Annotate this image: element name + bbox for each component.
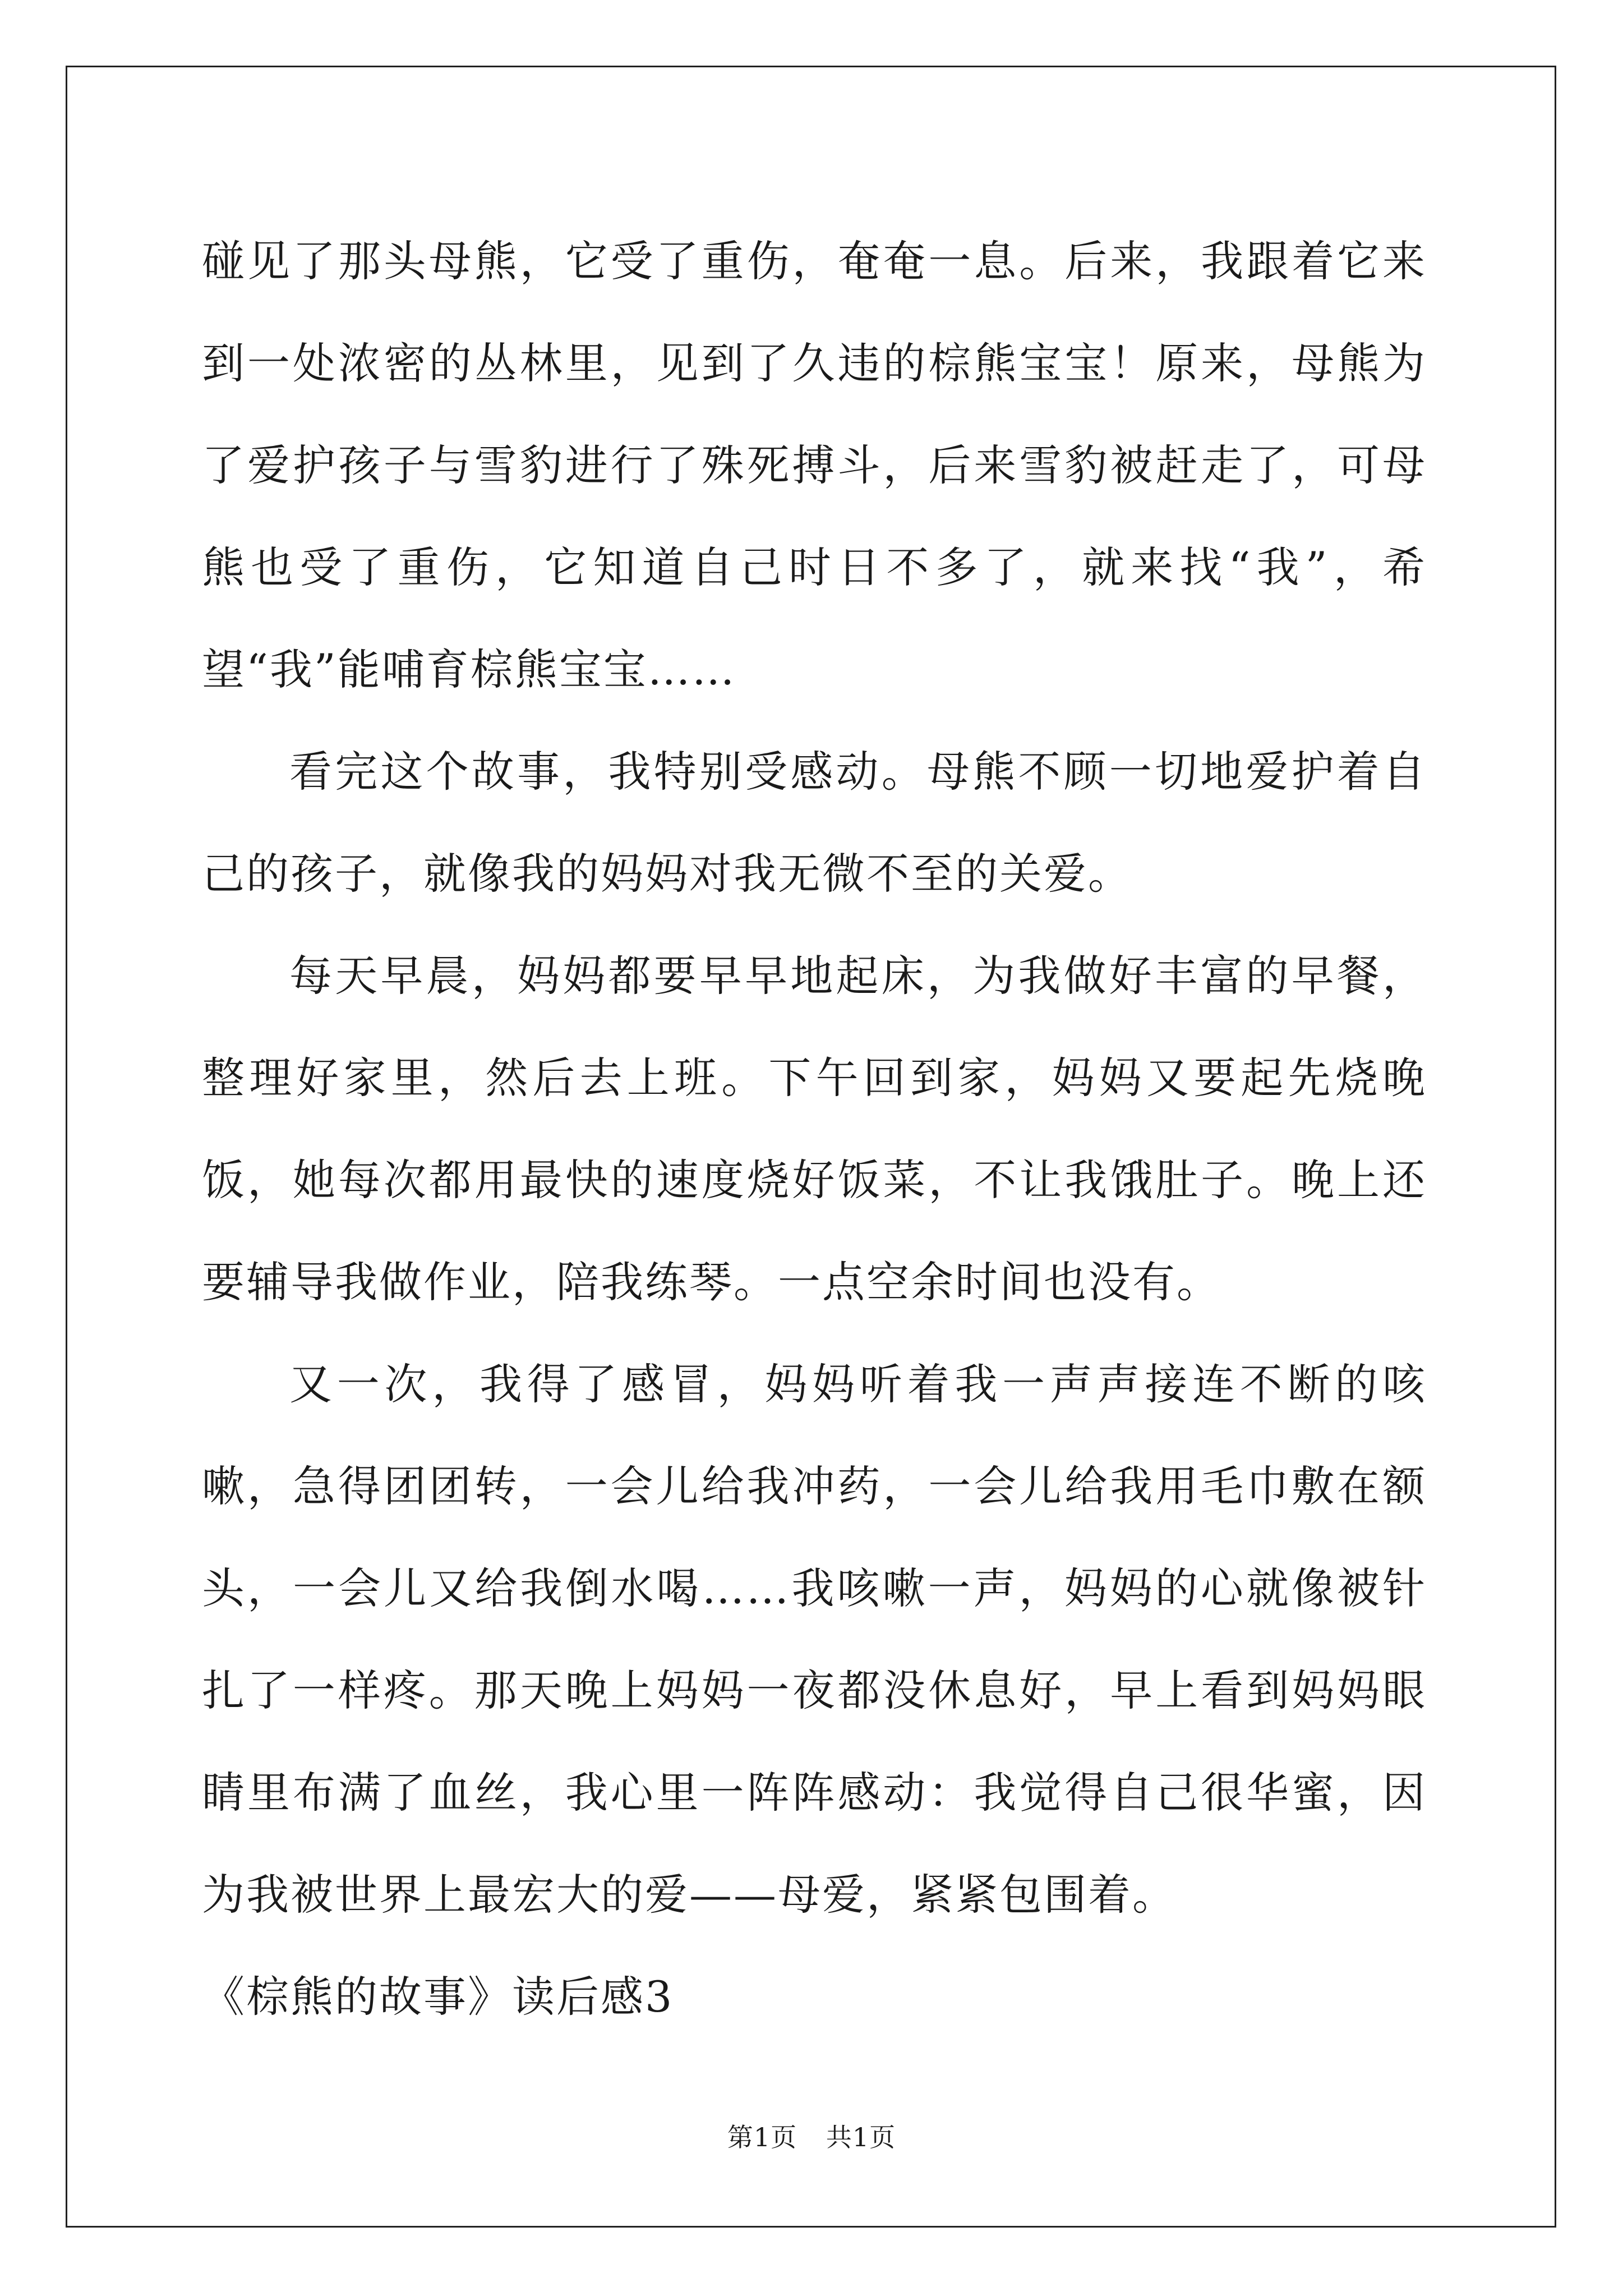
page-total: 共1页 — [826, 2122, 896, 2152]
page-footer — [0, 2120, 1623, 2154]
paragraph-1: 碰见了那头母熊，它受了重伤，奄奄一息。后来，我跟着它来到一处浓密的丛林里，见到了久违的棕熊宝宝！原来，母熊为了爱护孩子与雪豹进行了殊死搏斗，后来雪豹被赶走了，可母熊也受了重伤，它知道自己时日不多了，就来找“我”，希望“我”能哺育棕熊宝宝…… — [202, 236, 1427, 694]
paragraph-4: 又一次，我得了感冒，妈妈听着我一声声接连不断的咳嗽，急得团团转，一会儿给我冲药，一会儿给我用毛巾敷在额头，一会儿又给我倒水喝……我咳嗽一声，妈妈的心就像被针扎了一样疼。那天晚上妈妈一夜都没休息好，早上看到妈妈眼睛里布满了血丝，我心里一阵阵感动：我觉得自己很华蜜，因为我被世界上最宏大的爱——母爱，紧紧包围着。 — [202, 1359, 1427, 1920]
paragraph-2: 看完这个故事，我特别受感动。母熊不顾一切地爱护着自己的孩子，就像我的妈妈对我无微不至的关爱。 — [202, 747, 1427, 899]
paragraph-3: 每天早晨，妈妈都要早早地起床，为我做好丰富的早餐，整理好家里，然后去上班。下午回到家，妈妈又要起先烧晚饭，她每次都用最快的速度烧好饭菜，不让我饿肚子。晚上还要辅导我做作业，陪我练琴。一点空余时间也没有。 — [202, 951, 1427, 1307]
section-heading: 《棕熊的故事》读后感3 — [202, 1972, 674, 2022]
page-number: 第1页 — [727, 2122, 797, 2152]
document-body — [202, 210, 1427, 2048]
